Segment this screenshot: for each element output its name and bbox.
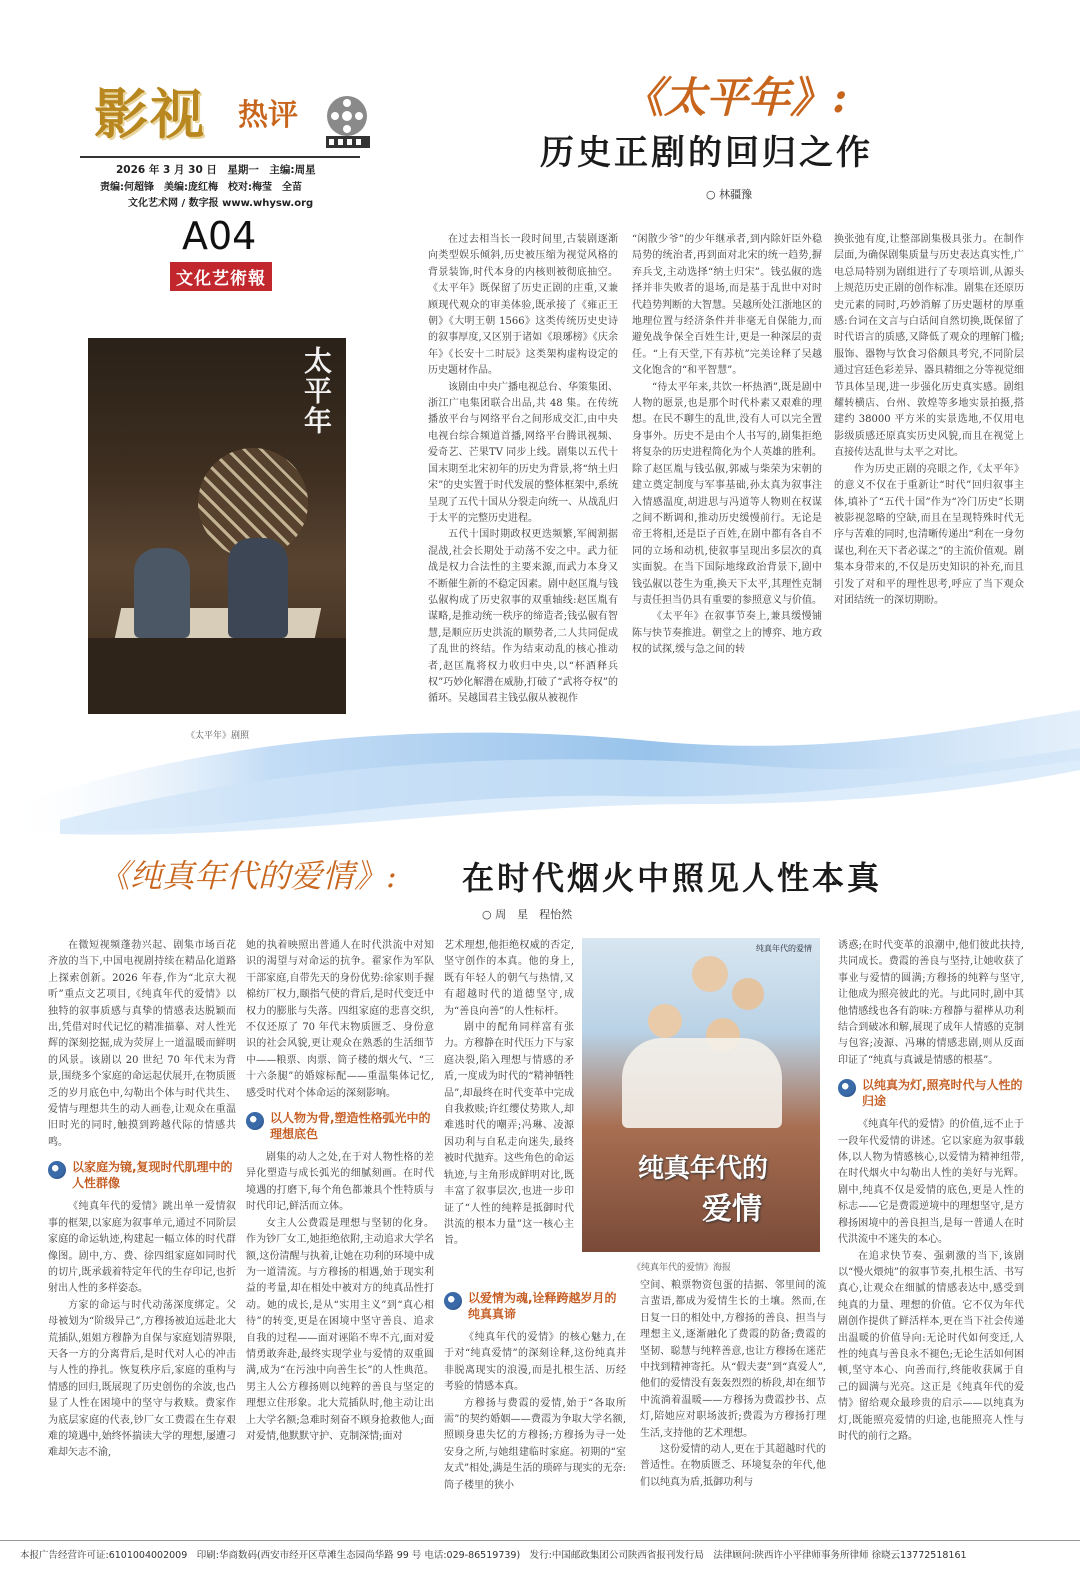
paragraph: 作为历史正剧的亮眼之作,《太平年》的意义不仅在于重新让“时代”回归叙事主体,填补了“五代十国”作为“冷门历史”长期被影视忽略的空缺,而且在呈现特殊时代无序与苦难的同时,也清晰传递出“利在一身勿谋也,利在天下者必谋之”的主流价值观。剧集本身带来的,不仅是历史知识的补充,而且引发了对和平的理性思考,呼应了当下观众对团结统一的深切期盼。	[834, 463, 1024, 606]
article1-still-photo	[88, 338, 346, 714]
paragraph: 《纯真年代的爱情》跳出单一爱情叙事的框架,以家庭为叙事单元,通过不同阶层家庭的命运轨迹,构建起一幅立体的时代群像图。剧中,方、费、徐四组家庭如同时代的切片,既承载着特定年代的生存印记,也折射出人性的多样姿态。	[48, 1201, 236, 1295]
poster-title-art: 太平年	[300, 346, 333, 436]
paragraph: 五代十国时期政权更迭频繁,军阀割据混战,社会长期处于动荡不安之中。武力征战是权力合法性的主要来源,而武力本身又不断催生新的不稳定因素。剧中赵匡胤与钱弘俶构成了历史叙事的双重轴线:赵匡胤有谋略,是推动统一秩序的缔造者;钱弘俶有智慧,是顺应历史洪流的顺势者,二人共同促成了乱世的终结。作为结束动乱的核心推动者,赵匡胤将权力收归中央,以“杯酒释兵权”巧妙化解潜在威胁,打破了“武将夺权”的循环。吴越国君主钱弘俶从被视作	[428, 529, 618, 705]
article2-title-main: 在时代烟火中照见人性本真	[462, 859, 883, 897]
section-title-sub: 热评	[238, 98, 298, 133]
paragraph: 空间、粮票物资包蛋的拮据、邻里间的流言蜚语,都成为爱情生长的土壤。然而,在日复一日的相处中,方穆扬的善良、担当与理想主义,逐渐融化了费霞的防备;费霞的坚韧、聪慧与纯粹善意,也让方穆扬在迷茫中找到精神寄托。从“假夫妻”到“真爱人”,他们的爱情没有轰轰烈烈的桥段,却在细节中流淌着温暖——方穆扬为费霞抄书、点灯,陪她应对职场波折;费霞为方穆扬打理生活,支持他的艺术理想。	[640, 1280, 826, 1439]
subheading-1: 以家庭为镜,复现时代肌理中的人性群像	[48, 1159, 236, 1191]
poster-person-4	[732, 978, 764, 1010]
paragraph: 方家的命运与时代动荡深度绑定。父母被划为“阶级异己”,方穆扬被迫远赴北大荒插队,姐姐方穆静为自保与家庭划清界限,天各一方的分离背后,是时代对人心的冲击与人性的挣扎。恢复秩序后,家庭的重构与情感的回归,既展现了历史创伤的余波,也凸显了人性在困境中的坚守与救赎。费家作为底层家庭的代表,钞厂女工费霞在生存艰难的境遇中,始终怀揣读大学的理想,屡遭刁难却矢志不渝,	[48, 1299, 236, 1459]
article1-column-1	[428, 232, 618, 732]
paragraph: 剧集的动人之处,在于对人物性格的差异化塑造与成长弧光的细腻刻画。在时代境遇的打磨下,每个角色都兼具个性特质与时代印记,鲜活而立体。	[246, 1152, 434, 1213]
paragraph: 《纯真年代的爱情》的价值,远不止于一段年代爱情的讲述。它以家庭为叙事载体,以人物为情感核心,以爱情为精神纽带,在时代烟火中勾勒出人性的美好与光辉。剧中,纯真不仅是爱情的底色,更是人性的标志——它是费霞逆境中的理想坚守,是方穆扬困境中的善良担当,是每一普通人在时代洪流中不迷失的本心。	[838, 1119, 1024, 1246]
article2-column-5	[838, 938, 1024, 1498]
editors-line: 责编:何超锋 美编:庞红梅 校对:梅莹 全苗	[100, 182, 302, 193]
subheading-3: 以爱情为魂,诠释跨越岁月的纯真真谛	[444, 1290, 626, 1322]
paragraph: 诱惑;在时代变革的浪潮中,他们彼此扶持,共同成长。费霞的善良与坚持,让她收获了事业与爱情的圆满;方穆扬的纯粹与坚守,让他成为照亮彼此的光。与此同时,剧中其他情感线也各有韵味:方穆静与翟桦从功利结合到破冰和解,展现了成年人情感的克制与包容;凌源、冯琳的情感悲剧,则从反面印证了“纯真与真诚是情感的根基”。	[838, 940, 1024, 1066]
article2-column-1	[48, 938, 236, 1498]
paragraph: 《太平年》在叙事节奏上,兼具缓慢铺陈与快节奏推进。朝堂之上的博弈、地方政权的试探,缓与急之间的转	[632, 611, 822, 656]
subheading-2: 以人物为骨,塑造性格弧光中的理想底色	[246, 1110, 434, 1142]
article2-poster	[582, 938, 820, 1252]
poster-person-1	[692, 956, 728, 992]
article1-title-main: 历史正剧的回归之作	[540, 133, 873, 173]
figure-right	[228, 538, 288, 638]
paragraph: 该剧由中央广播电视总台、华策集团、浙江广电集团联合出品,共 48 集。在传统播放平台与网络平台之间形成交汇,由中央电视台综合频道首播,网络平台腾讯视频、爱奇艺、芒果TV 同步上线。剧集以五代十国末期至北宋初年的历史为背景,将“纳土归宋”的史实置于时代发展的整体框架中,系统呈现了五代十国从分裂走向统一、从战乱归于太平的完整历史进程。	[428, 381, 618, 524]
masthead	[80, 82, 370, 312]
article2-column-4	[640, 1278, 826, 1500]
poster-bodies	[622, 1038, 782, 1128]
poster-big-title-line2: 爱情	[702, 1192, 762, 1227]
paragraph: 女主人公费霞是理想与坚韧的化身。作为钞厂女工,她拒绝依附,主动追求大学名额,这份清醒与执着,让她在功利的环境中成为一道清流。与方穆扬的相遇,始于现实利益的考量,却在相处中被对方的纯真品性打动。她的成长,是从“实用主义”到“真心相待”的转变,更是在困境中坚守善良、追求自我的过程——面对诬陷不卑不亢,面对爱情勇敢奔赴,最终实现学业与爱情的双重圆满,成为“在污浊中向善生长”的人性典范。男主人公方穆扬则以纯粹的善良与坚定的理想立住形象。北大荒插队时,他主动让出上大学名额;急难时刻奋不顾身抢救他人;面对爱情,他默默守护、克制深情;面对	[246, 1217, 434, 1442]
article2-poster-caption: 《纯真年代的爱情》海报	[632, 1263, 732, 1273]
paragraph: 换张弛有度,让整部剧集极具张力。在制作层面,为确保剧集质量与历史表达真实性,广电总局特别为剧组进行了专项培训,从源头上规范历史正剧的创作标准。剧集在还原历史元素的同时,巧妙消解了历史题材的厚重感:台词在文言与白话间自然切换,既保留了时代语言的质感,又降低了观众的理解门槛;服饰、器物与饮食习俗颇具考究,不同阶层通过宫廷色彩差异、器具精细之分等视觉细节具体呈现,进一步强化历史真实感。剧组耀转横店、台州、敦煌等多地实景拍摄,搭建约 38000 平方米的实景选地,不仅用电影级质感还原真实历史风貌,而且在视觉上直接传达乱世与太平之对比。	[834, 234, 1024, 459]
paragraph: 方穆扬与费霞的爱情,始于“各取所需”的契约婚姻——费霞为争取大学名额,照顾身患失忆的方穆扬;方穆扬为寻一处安身之所,与她组建临时家庭。初期的“室友式”相处,满是生活的琐碎与现实的无奈:筒子楼里的狭小	[444, 1397, 626, 1491]
poster-person-2	[648, 1004, 682, 1038]
page-footer: 本报广告经营许可证:6101004002009 印刷:华商数码(西安市经开区草滩生态园尚华路 99 号 电话:029-86519739) 发行:中国邮政集团公司陕西省报刊发行局 法律顾问:陕西许小平律师事务所律师 徐晓云13772518161	[0, 1540, 1080, 1570]
paragraph: 艺术理想,他拒绝权威的否定,坚守创作的本真。他的身上,既有年轻人的朝气与热情,又有超越时代的道德坚守,成为“善良向善”的人性标杆。	[444, 940, 574, 1017]
article2-title-work: 《纯真年代的爱情》:	[98, 857, 397, 895]
subheading-4: 以纯真为灯,照亮时代与人性的归途	[838, 1077, 1024, 1109]
poster-small-title: 纯真年代的爱情	[756, 944, 812, 953]
film-reel-icon	[838, 1079, 856, 1097]
paragraph: 这份爱情的动人,更在于其超越时代的普适性。在物质匮乏、环境复杂的年代,他们以纯真为盾,抵御功利与	[640, 1444, 826, 1488]
article2-byline: ○ 周 星 程怡然	[482, 908, 573, 921]
paragraph: 剧中的配角同样富有张力。方穆静在时代压力下与家庭决裂,陷入理想与情感的矛盾,一度成为时代的“精神牺牲品”,却最终在时代变革中完成自我救赎;许红缨仗势欺人,却难逃时代的嘲弄;冯琳、凌源因功利与自私走向迷失,最终被时代抛弃。这些角色的命运轨迹,与主角形成鲜明对比,既丰富了叙事层次,也进一步印证了“人性的纯粹是抵御时代洪流的根本力量”这一核心主旨。	[444, 1022, 574, 1247]
article1-byline: ○ 林疆豫	[706, 188, 753, 201]
paragraph: “待太平年来,共饮一杯热酒”,既是剧中人物的愿景,也是那个时代朴素又艰难的理想。在民不聊生的乱世,没有人可以完全置身事外。历史不是由个人书写的,剧集拒绝将复杂的历史进程简化为个人英雄的胜利。除了赵匡胤与钱弘俶,郭威与柴荣为宋朝的建立奠定制度与军事基础,孙太真为叙事注入情感温度,胡进思与冯道等人物则在权谋之间不断调和,推动历史缓慢前行。无论是帝王将相,还是臣子百姓,在剧中都有各自不同的立场和动机,使叙事呈现出多层次的真实面貌。在当下国际地缘政治背景下,剧中钱弘俶以苍生为重,换天下太平,其理性克制与责任担当仍具有重要的参照意义与价值。	[632, 381, 822, 606]
web-line: 文化艺术网 / 数字报 www.whysw.org	[128, 198, 314, 209]
article2-column-3b	[444, 1290, 626, 1500]
film-reel-icon	[48, 1161, 66, 1179]
paragraph: “闲散少爷”的少年继承者,到内除奸臣外稳局势的统治者,再到面对北宋的统一趋势,摒弃兵戈,主动选择“纳土归宋”。钱弘俶的选择并非失败者的退场,而是基于乱世中对时代趋势判断的大智慧。吴越所处江浙地区的地理位置与经济条件并非毫无自保能力,而避免战争保全百姓生计,更是一种深层的责任。“上有天堂,下有苏杭”完美诠释了吴越文化饱含的“和平智慧”。	[632, 234, 822, 377]
paragraph: 她的执着映照出普通人在时代洪流中对知识的渴望与对命运的抗争。翟家作为军队干部家庭,自带先天的身份优势:徐家则手握棉纺厂权力,颐指气使的背后,是时代变迁中权力的膨胀与失落。四组家庭的悲喜交织,不仅还原了 70 年代末物质匮乏、身份意识的社会风貌,更让观众在熟悉的生活细节中——粮票、肉票、筒子楼的烟火气、“三十六条腿”的婚嫁标配——重温集体记忆,感受时代对个体命运的深刻影响。	[246, 940, 434, 1099]
paper-name-seal: 文化艺術報	[170, 262, 272, 291]
masthead-rule	[80, 156, 360, 158]
poster-big-title-line1: 纯真年代的	[638, 1154, 769, 1184]
paragraph: 在微短视频蓬勃兴起、剧集市场百花齐放的当下,中国电视剧持续在精品化道路上探索创新。2026 年春,作为“北京大视听”重点文艺项目,《纯真年代的爱情》以独特的叙事质感与真挚的情感表达脱颖而出,凭借对时代记忆的精准描摹、对人性光辉的深刻挖掘,成为荧屏上一道温暖而鲜明的风景。该剧以 20 世纪 70 年代末为背景,围绕多个家庭的命运起伏展开,在物质匮乏的岁月底色中,勾勒出个体与时代共生、爱情与理想共生的动人画卷,让观众在重温旧时光的同时,触摸到跨越代际的情感共鸣。	[48, 940, 236, 1148]
decorative-wave-divider	[0, 700, 1080, 850]
figure-left	[134, 548, 190, 638]
article2-column-2	[246, 938, 434, 1498]
article1-column-3	[834, 232, 1024, 652]
film-reel-icon	[444, 1292, 462, 1310]
film-reel-icon	[246, 1112, 264, 1130]
date-line: 2026 年 3 月 30 日 星期一 主编:周星	[116, 164, 316, 176]
article1-title-work: 《太平年》:	[622, 73, 848, 122]
paragraph: 《纯真年代的爱情》的核心魅力,在于对“纯真爱情”的深刻诠释,这份纯真并非脱离现实的浪漫,而是扎根生活、历经考验的情感本真。	[444, 1332, 626, 1393]
page-number: A04	[182, 214, 257, 258]
paragraph: 在追求快节奏、强刺激的当下,该剧以“慢火煨炖”的叙事节奏,扎根生活、书写真心,让观众在细腻的情感表达中,感受到纯真的力量、理想的价值。它不仅为年代剧创作提供了鲜活样本,更在当下社会传递出温暖的价值导向:无论时代如何变迁,人性的纯真与善良永不褪色;无论生活如何困顿,坚守本心、向善而行,终能收获属于自己的圆满与光亮。这正是《纯真年代的爱情》留给观众最珍贵的启示——以纯真为灯,既能照亮爱情的归途,也能照亮人性与时代的前行之路。	[838, 1250, 1024, 1442]
section-title-main: 影视	[94, 82, 206, 146]
article1-column-2	[632, 232, 822, 697]
article1-photo-caption: 《太平年》剧照	[186, 731, 250, 741]
film-reel-icon	[320, 92, 374, 152]
paragraph: 在过去相当长一段时间里,古装剧逐渐向类型娱乐倾斜,历史被压缩为视觉风格的背景装饰,时代本身的内核则被彻底抽空。《太平年》既保留了历史正剧的庄重,又兼顾现代观众的审美体验,既承接了《雍正王朝》《大明王朝 1566》这类传统历史史诗的叙事厚度,又区别于诸如《琅琊榜》《庆余年》《长安十二时辰》这类架构虚构设定的历史题材作品。	[428, 234, 618, 377]
